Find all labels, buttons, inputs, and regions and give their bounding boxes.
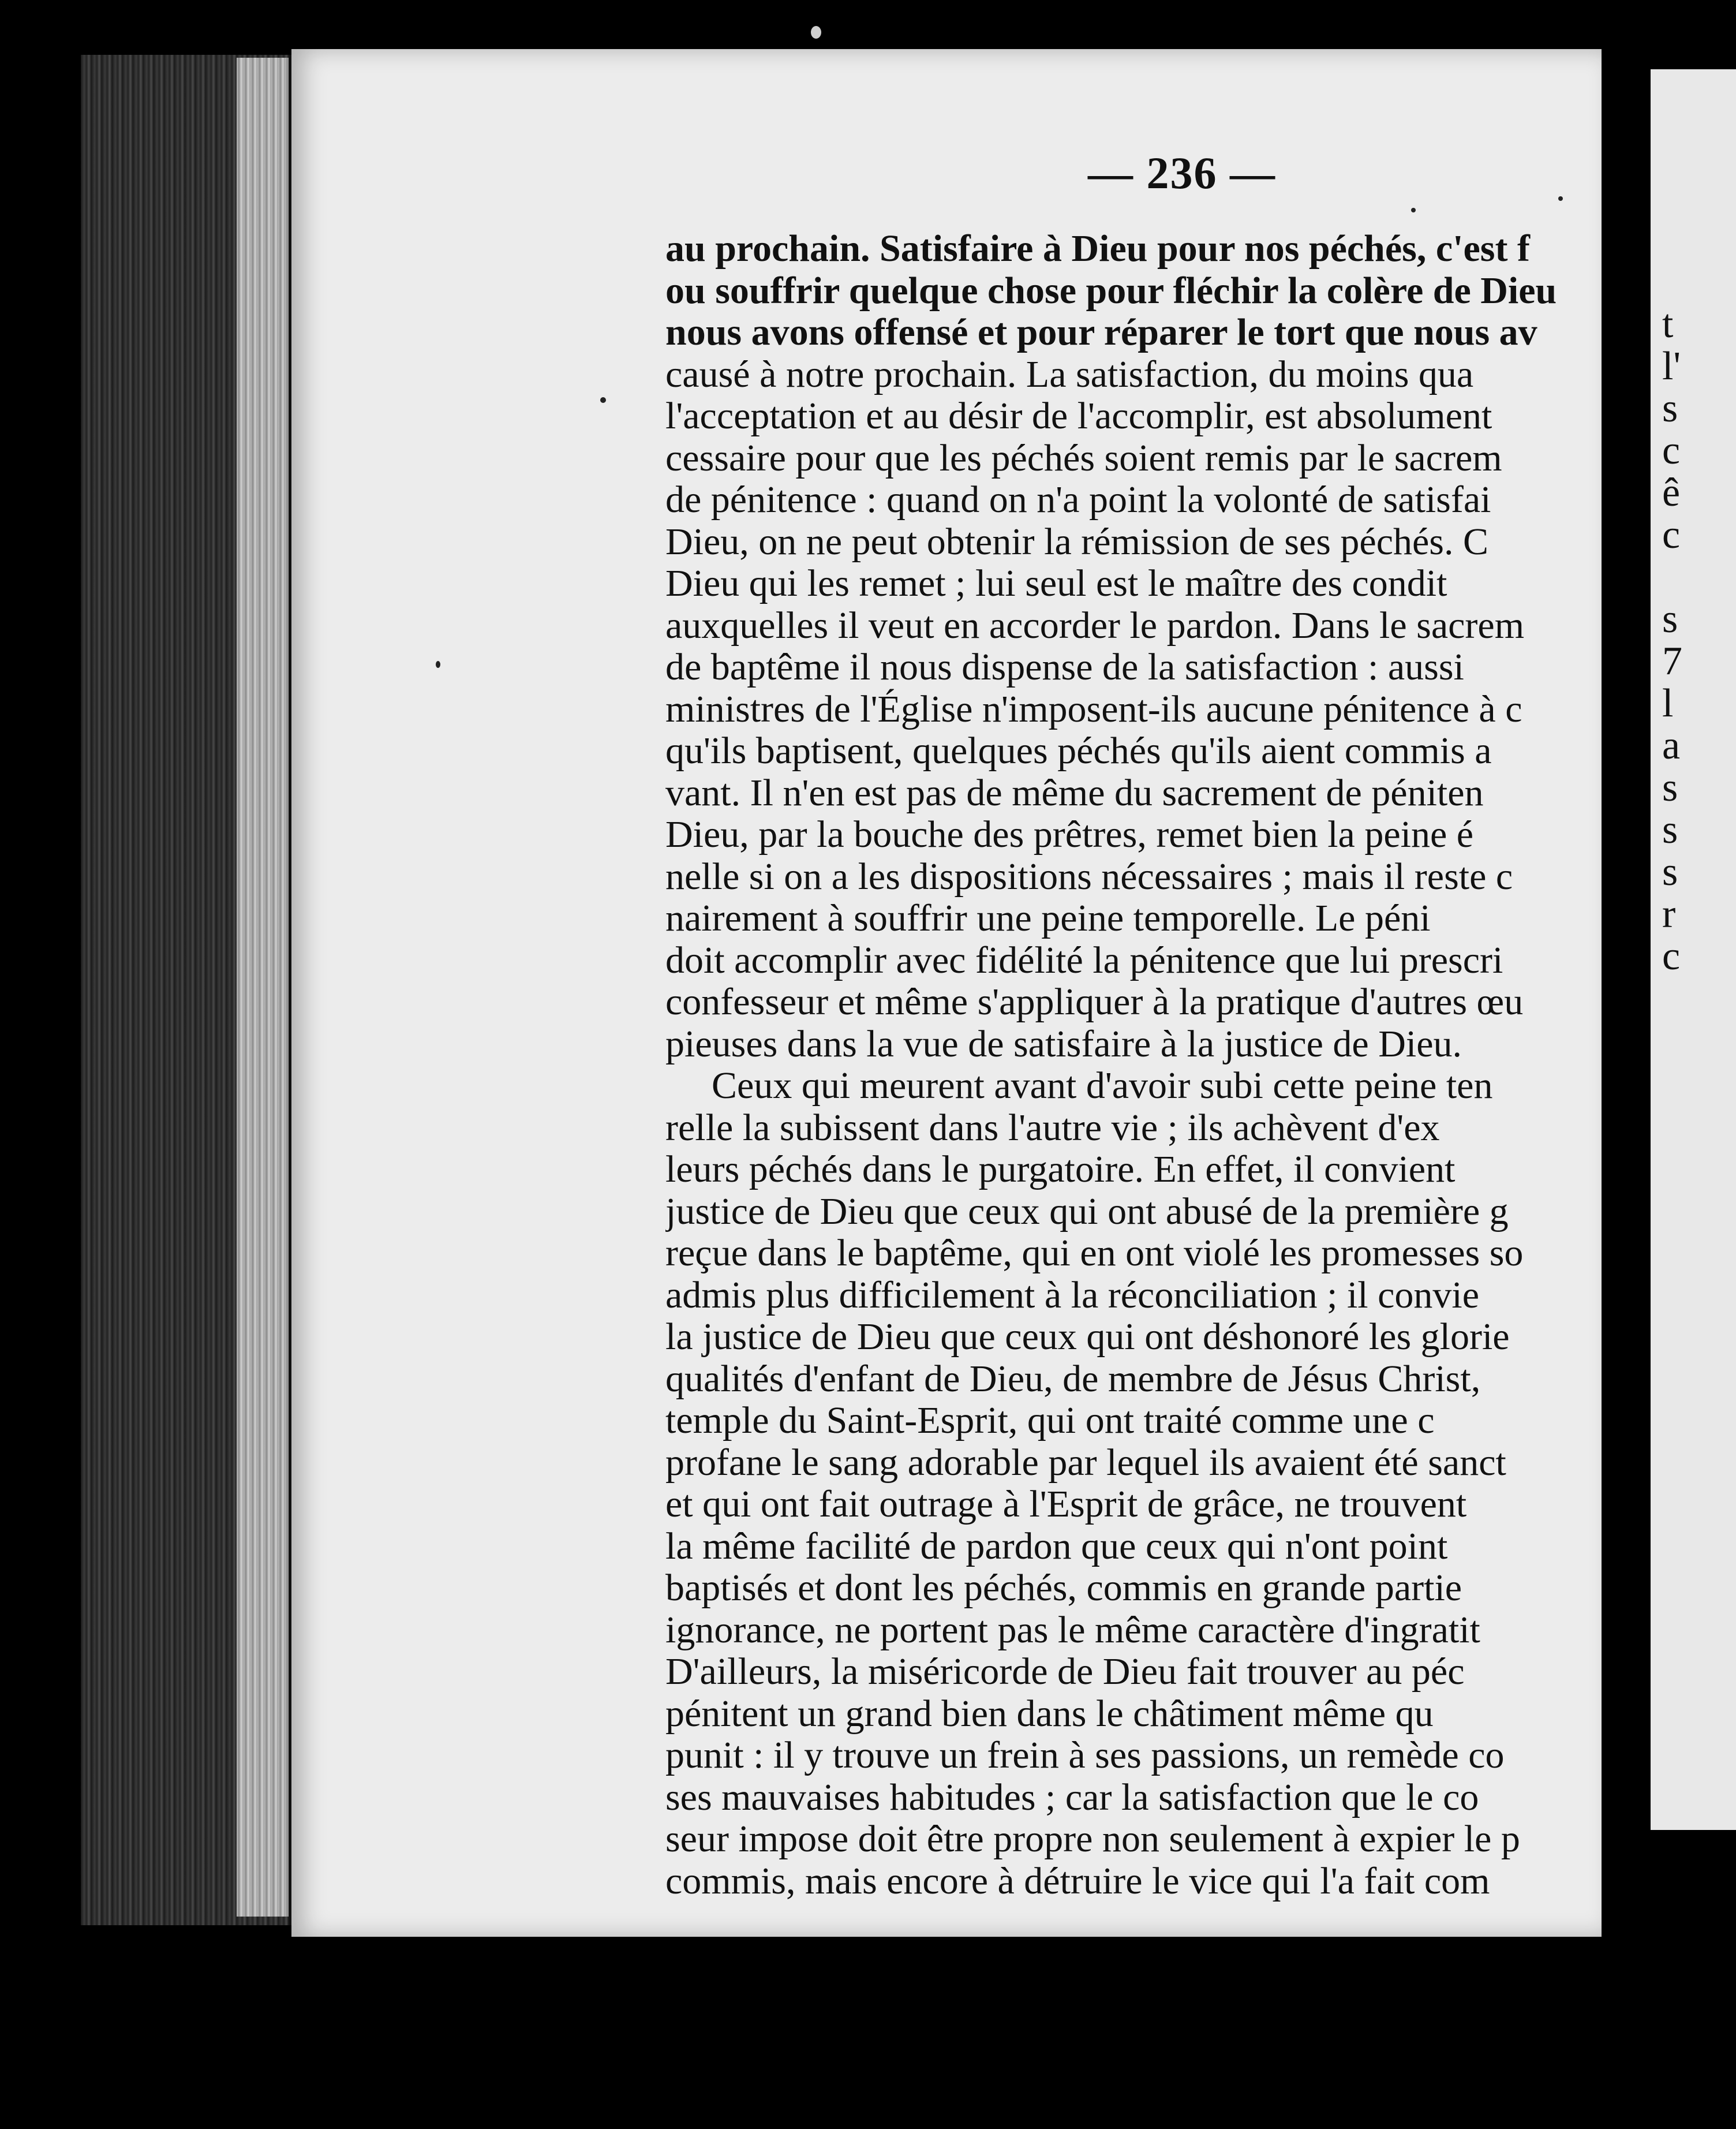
text-line: admis plus difficilement à la réconciliation ; il convie — [665, 1274, 1480, 1316]
speck — [436, 661, 440, 668]
right-page-fragment: s — [1662, 808, 1678, 852]
text-line: D'ailleurs, la miséricorde de Dieu fait trouver au péc — [665, 1651, 1465, 1693]
text-line: baptisés et dont les péchés, commis en grande partie — [665, 1567, 1462, 1609]
text-line: auxquelles il veut en accorder le pardon. Dans le sacrem — [665, 604, 1525, 647]
text-line: ignorance, ne portent pas le même caractère d'ingratit — [665, 1609, 1480, 1651]
text-line: pieuses dans la vue de satisfaire à la justice de Dieu. — [665, 1023, 1462, 1065]
right-page-fragment: c — [1662, 428, 1681, 473]
text-line: profane le sang adorable par lequel ils avaient été sanct — [665, 1441, 1506, 1484]
text-line: ses mauvaises habitudes ; car la satisfaction que le co — [665, 1776, 1479, 1818]
right-page-fragment: l — [1662, 681, 1674, 726]
text-line: leurs péchés dans le purgatoire. En effet, il convient — [665, 1149, 1456, 1190]
text-line: et qui ont fait outrage à l'Esprit de grâce, ne trouvent — [665, 1484, 1467, 1525]
text-line: justice de Dieu que ceux qui ont abusé de la première g — [665, 1190, 1509, 1232]
text-line: qu'ils baptisent, quelques péchés qu'ils aient commis a — [665, 730, 1492, 772]
right-page-fragment: s — [1662, 765, 1678, 810]
text-line: la même facilité de pardon que ceux qui n'ont point — [665, 1525, 1448, 1567]
right-page-fragment: l' — [1662, 344, 1681, 389]
right-page-fragment — [1662, 556, 1682, 598]
right-page-fragments — [1662, 303, 1682, 977]
right-page-fragment: s — [1662, 850, 1678, 894]
speck — [811, 26, 821, 39]
text-line: reçue dans le baptême, qui en ont violé les promesses so — [665, 1232, 1524, 1274]
text-line: de baptême il nous dispense de la satisfaction : aussi — [665, 647, 1464, 688]
text-line: seur impose doit être propre non seulement à expier le p — [665, 1818, 1520, 1860]
text-line: ministres de l'Église n'imposent-ils aucune pénitence à c — [665, 688, 1522, 730]
text-line: Ceux qui meurent avant d'avoir subi cette peine ten — [712, 1065, 1493, 1107]
text-line: Dieu qui les remet ; lui seul est le maître des condit — [665, 563, 1447, 604]
text-line: confesseur et même s'appliquer à la pratique d'autres œu — [665, 981, 1524, 1023]
text-line: temple du Saint-Esprit, qui ont traité comme une c — [665, 1400, 1435, 1441]
right-page-fragment: r — [1662, 892, 1676, 936]
text-line: l'acceptation et au désir de l'accomplir, est absolument — [665, 395, 1492, 437]
text-line: causé à notre prochain. La satisfaction, du moins qua — [665, 353, 1474, 395]
text-line: qualités d'enfant de Dieu, de membre de Jésus Christ, — [665, 1358, 1481, 1400]
right-page-fragment: s — [1662, 597, 1678, 641]
page-body-text — [665, 228, 1609, 1902]
text-line: nous avons offensé et pour réparer le tort que nous av — [665, 312, 1537, 353]
text-line: nairement à souffrir une peine temporelle. Le péni — [665, 898, 1431, 939]
right-page-fragment: s — [1662, 386, 1678, 431]
page-number: — 236 — — [1088, 148, 1276, 198]
text-line: commis, mais encore à détruire le vice qui l'a fait com — [665, 1860, 1490, 1902]
text-line: vant. Il n'en est pas de même du sacrement de péniten — [665, 772, 1484, 814]
page-edges-light — [237, 58, 289, 1917]
right-page-fragment: ê — [1662, 470, 1681, 515]
speck — [1411, 208, 1416, 212]
text-line: Dieu, par la bouche des prêtres, remet bien la peine é — [665, 814, 1474, 856]
speck — [600, 397, 606, 403]
right-page-edge — [1651, 69, 1736, 1830]
text-line: au prochain. Satisfaire à Dieu pour nos péchés, c'est f — [665, 228, 1530, 270]
text-line: cessaire pour que les péchés soient remis par le sacrem — [665, 437, 1502, 479]
text-line: de pénitence : quand on n'a point la volonté de satisfai — [665, 479, 1491, 521]
right-page-fragment: t — [1662, 302, 1674, 346]
text-line: nelle si on a les dispositions nécessaires ; mais il reste c — [665, 856, 1513, 898]
right-page-fragment: a — [1662, 723, 1681, 768]
text-line: Dieu, on ne peut obtenir la rémission de ses péchés. C — [665, 521, 1488, 563]
text-line: pénitent un grand bien dans le châtiment même qu — [665, 1693, 1434, 1735]
text-line: ou souffrir quelque chose pour fléchir la colère de Dieu — [665, 270, 1557, 312]
text-line: doit accomplir avec fidélité la pénitence que lui prescri — [665, 939, 1503, 981]
right-page-fragment: c — [1662, 513, 1681, 557]
speck — [1558, 196, 1563, 201]
right-page-fragment: c — [1662, 934, 1681, 978]
right-page-fragment: 7 — [1662, 639, 1682, 683]
text-line: punit : il y trouve un frein à ses passions, un remède co — [665, 1735, 1505, 1776]
text-line: relle la subissent dans l'autre vie ; ils achèvent d'ex — [665, 1107, 1440, 1149]
text-line: la justice de Dieu que ceux qui ont déshonoré les glorie — [665, 1316, 1510, 1358]
